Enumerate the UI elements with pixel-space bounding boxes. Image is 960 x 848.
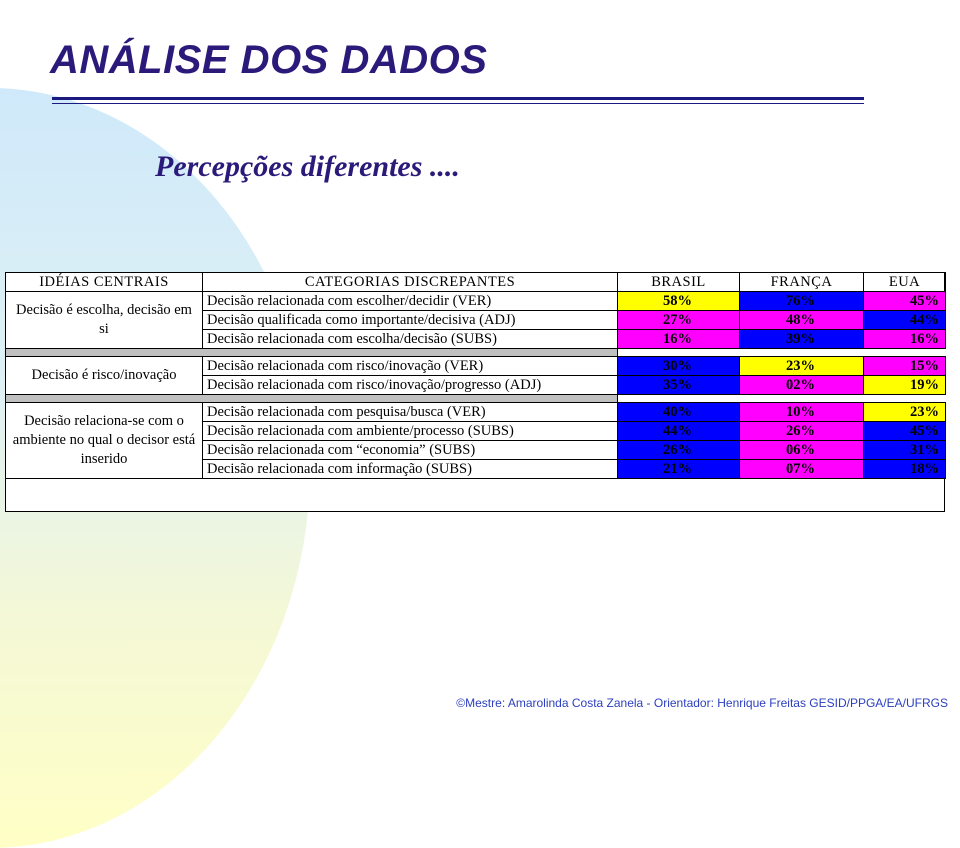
- title-rule: [52, 97, 864, 100]
- brasil-value-cell: 21%: [618, 460, 740, 479]
- franca-value-cell: 10%: [740, 403, 864, 422]
- franca-value-cell: 02%: [740, 376, 864, 395]
- separator-bar: [6, 349, 618, 357]
- data-table: [5, 272, 946, 479]
- franca-value-cell: 06%: [740, 441, 864, 460]
- table-row: [6, 292, 946, 311]
- separator-blank: [618, 349, 946, 357]
- header-franca: FRANÇA: [740, 273, 864, 292]
- categoria-cell: Decisão relacionada com escolha/decisão (SUBS): [203, 330, 618, 349]
- group-separator: [6, 395, 946, 403]
- eua-value-cell: 15%: [864, 357, 946, 376]
- brasil-value-cell: 27%: [618, 311, 740, 330]
- categoria-cell: Decisão qualificada como importante/decisiva (ADJ): [203, 311, 618, 330]
- categoria-cell: Decisão relacionada com informação (SUBS): [203, 460, 618, 479]
- group-separator: [6, 349, 946, 357]
- categoria-cell: Decisão relacionada com risco/inovação/progresso (ADJ): [203, 376, 618, 395]
- header-eua: EUA: [864, 273, 946, 292]
- categoria-cell: Decisão relacionada com escolher/decidir (VER): [203, 292, 618, 311]
- brasil-value-cell: 35%: [618, 376, 740, 395]
- eua-value-cell: 23%: [864, 403, 946, 422]
- brasil-value-cell: 26%: [618, 441, 740, 460]
- footer-credits: ©Mestre: Amarolinda Costa Zanela - Orientador: Henrique Freitas GESID/PPGA/EA/UFRGS: [456, 696, 948, 710]
- table-row: [6, 357, 946, 376]
- header-categorias: CATEGORIAS DISCREPANTES: [203, 273, 618, 292]
- brasil-value-cell: 44%: [618, 422, 740, 441]
- brasil-value-cell: 16%: [618, 330, 740, 349]
- brasil-value-cell: 40%: [618, 403, 740, 422]
- ideia-central-cell: Decisão é escolha, decisão em si: [6, 292, 203, 349]
- franca-value-cell: 39%: [740, 330, 864, 349]
- eua-value-cell: 45%: [864, 422, 946, 441]
- eua-value-cell: 16%: [864, 330, 946, 349]
- brasil-value-cell: 30%: [618, 357, 740, 376]
- franca-value-cell: 76%: [740, 292, 864, 311]
- ideia-central-cell: Decisão relaciona-se com o ambiente no qual o decisor está inserido: [6, 403, 203, 479]
- eua-value-cell: 19%: [864, 376, 946, 395]
- categoria-cell: Decisão relacionada com “economia” (SUBS): [203, 441, 618, 460]
- slide-subtitle: Percepções diferentes ....: [155, 150, 460, 183]
- separator-bar: [6, 395, 618, 403]
- eua-value-cell: 18%: [864, 460, 946, 479]
- franca-value-cell: 07%: [740, 460, 864, 479]
- data-table-frame: [5, 272, 945, 512]
- brasil-value-cell: 58%: [618, 292, 740, 311]
- eua-value-cell: 45%: [864, 292, 946, 311]
- title-rule-thin: [52, 103, 864, 104]
- separator-blank: [618, 395, 946, 403]
- franca-value-cell: 48%: [740, 311, 864, 330]
- categoria-cell: Decisão relacionada com pesquisa/busca (VER): [203, 403, 618, 422]
- header-brasil: BRASIL: [618, 273, 740, 292]
- eua-value-cell: 44%: [864, 311, 946, 330]
- franca-value-cell: 26%: [740, 422, 864, 441]
- categoria-cell: Decisão relacionada com ambiente/processo (SUBS): [203, 422, 618, 441]
- categoria-cell: Decisão relacionada com risco/inovação (VER): [203, 357, 618, 376]
- table-header-row: [6, 273, 946, 292]
- slide-title: ANÁLISE DOS DADOS: [50, 38, 488, 82]
- eua-value-cell: 31%: [864, 441, 946, 460]
- header-ideias: IDÉIAS CENTRAIS: [6, 273, 203, 292]
- franca-value-cell: 23%: [740, 357, 864, 376]
- table-row: [6, 403, 946, 422]
- ideia-central-cell: Decisão é risco/inovação: [6, 357, 203, 395]
